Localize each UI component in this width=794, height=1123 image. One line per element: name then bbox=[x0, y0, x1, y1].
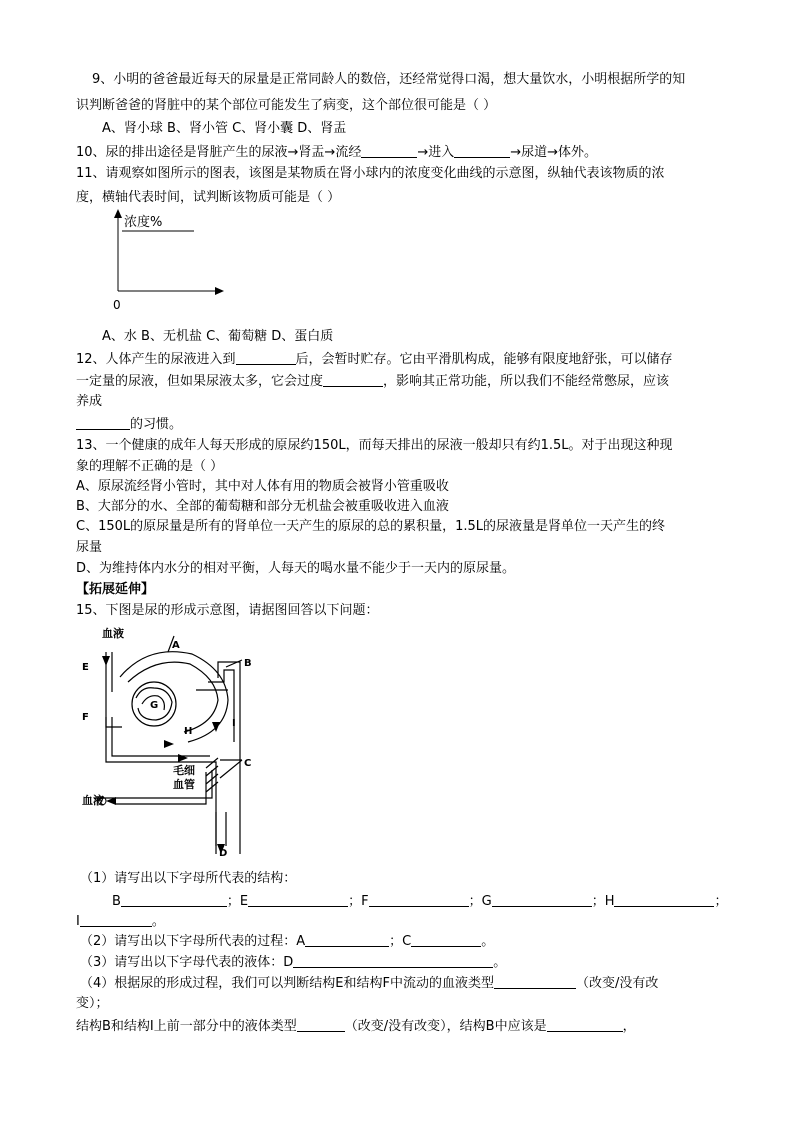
q12-blank3[interactable] bbox=[76, 416, 130, 430]
q15-p4-text1a: （4）根据尿的形成过程，我们可以判断结构E和结构F中流动的血液类型 bbox=[80, 976, 494, 991]
q15-p3-text: （3）请写出以下字母代表的液体：D bbox=[80, 955, 294, 970]
q15-p4-text1b: （改变/没有改 bbox=[575, 976, 659, 991]
right-arrow-icon bbox=[178, 754, 188, 762]
q10-text3: →尿道→体外。 bbox=[510, 145, 598, 160]
label-b: B bbox=[244, 658, 252, 669]
label-c: C bbox=[244, 758, 252, 769]
q15-i-end: 。 bbox=[151, 914, 165, 929]
q15-f-label: ；F bbox=[348, 894, 369, 909]
q11-options: A、水 B、无机盐 C、葡萄糖 D、蛋白质 bbox=[102, 329, 334, 344]
q15-i-label: I bbox=[76, 914, 80, 929]
afferent-vessel bbox=[106, 652, 122, 727]
q10-text1: 10、尿的排出途径是肾脏产生的尿液→肾盂→流经 bbox=[76, 145, 362, 160]
graph-y-arrow-icon bbox=[114, 209, 122, 218]
q10 bbox=[76, 144, 597, 161]
q15-a-blank[interactable] bbox=[305, 933, 389, 947]
q12-text2b: ，影响其正常功能，所以我们不能经常憋尿，应该 bbox=[383, 374, 670, 389]
graph-origin: 0 bbox=[113, 298, 121, 312]
q15-p4-blank3[interactable] bbox=[547, 1018, 623, 1032]
q15-c-blank[interactable] bbox=[411, 933, 481, 947]
q15-i-blank[interactable] bbox=[80, 913, 152, 927]
q15-b-blank[interactable] bbox=[121, 893, 227, 907]
q12-line2 bbox=[76, 373, 669, 390]
label-blood-out: 血液 bbox=[82, 794, 104, 807]
q15-part1-row2 bbox=[76, 913, 165, 930]
q12-line3: 养成 bbox=[76, 394, 103, 409]
q12-blank1[interactable] bbox=[236, 351, 296, 365]
q11-line2: 度，横轴代表时间，试判断该物质可能是（ ） bbox=[76, 190, 341, 205]
label-d: D bbox=[219, 848, 228, 859]
urine-formation-diagram bbox=[76, 622, 276, 862]
q15-part3 bbox=[80, 954, 506, 971]
label-f: F bbox=[82, 712, 89, 723]
q12-text1b: 后，会暂时贮存。它由平滑肌构成，能够有限度地舒张，可以储存 bbox=[295, 352, 673, 367]
q13-option-c-line1: C、150L的原尿量是所有的肾单位一天产生的原尿的总的累积量，1.5L的尿液量是肾单位一天产生的终 bbox=[76, 519, 666, 534]
q15-part4-line3 bbox=[76, 1018, 636, 1035]
q12-text4b: 的习惯。 bbox=[130, 417, 183, 432]
q10-text2: →进入 bbox=[417, 145, 455, 160]
q13-line1: 13、一个健康的成年人每天形成的原尿约150L，而每天排出的尿液一般却只有约1.5L。对于出现这种现 bbox=[76, 438, 673, 453]
q15-p2-text-a: （2）请写出以下字母所代表的过程：A bbox=[80, 934, 306, 949]
q15-p2-end: 。 bbox=[481, 934, 495, 949]
q12-line4 bbox=[76, 416, 182, 433]
q15-d-blank[interactable] bbox=[293, 954, 493, 968]
q15-p4-blank2[interactable] bbox=[297, 1018, 345, 1032]
q15-part2 bbox=[80, 933, 494, 950]
q15-intro: 15、下图是尿的形成示意图，请据图回答以下问题： bbox=[76, 603, 379, 618]
q13-option-d: D、为维持体内水分的相对平衡，人每天的喝水量不能少于一天内的原尿量。 bbox=[76, 561, 516, 576]
graph-x-arrow-icon bbox=[215, 287, 224, 295]
q15-p4-text3a: 结构B和结构I上前一部分中的液体类型 bbox=[76, 1019, 297, 1034]
q15-part1-end: ； bbox=[714, 894, 728, 909]
q10-blank2[interactable] bbox=[454, 144, 510, 158]
q15-part1-row bbox=[112, 893, 728, 910]
q15-part4-line2: 变）； bbox=[76, 996, 109, 1011]
label-a: A bbox=[172, 640, 180, 651]
q9-line1: 9、小明的爸爸最近每天的尿量是正常同龄人的数倍，还经常觉得口渴，想大量饮水，小明根据所学的知 bbox=[92, 72, 686, 87]
q12-text2a: 一定量的尿液，但如果尿液太多，它会过度 bbox=[76, 374, 324, 389]
label-g: G bbox=[150, 700, 159, 711]
q15-f-blank[interactable] bbox=[369, 893, 469, 907]
q12-blank2[interactable] bbox=[323, 373, 383, 387]
q15-p3-end: 。 bbox=[493, 955, 507, 970]
label-h: H bbox=[184, 726, 193, 737]
q13-option-a: A、原尿流经肾小管时，其中对人体有用的物质会被肾小管重吸收 bbox=[76, 479, 449, 494]
down-arrow-icon bbox=[102, 656, 110, 666]
q15-h-blank[interactable] bbox=[614, 893, 714, 907]
label-e: E bbox=[82, 662, 89, 673]
q10-blank1[interactable] bbox=[361, 144, 417, 158]
q15-e-blank[interactable] bbox=[248, 893, 348, 907]
q15-e-label: ；E bbox=[226, 894, 249, 909]
q15-part4-line1 bbox=[80, 975, 658, 992]
graph-y-label: 浓度% bbox=[124, 215, 163, 230]
q9-line2: 识判断爸爸的肾脏中的某个部位可能发生了病变，这个部位很可能是（ ） bbox=[76, 98, 497, 113]
section-title: 【拓展延伸】 bbox=[76, 582, 155, 597]
q15-p4-blank1[interactable] bbox=[494, 975, 576, 989]
q13-line2: 象的理解不正确的是（ ） bbox=[76, 459, 224, 474]
label-capillary-2: 血管 bbox=[173, 778, 195, 791]
q13-option-c-line2: 尿量 bbox=[76, 540, 103, 555]
q11-line1: 11、请观察如图所示的图表，该图是某物质在肾小球内的浓度变化曲线的示意图，纵轴代表该物质的浓 bbox=[76, 166, 665, 181]
q15-part1-title: （1）请写出以下字母所代表的结构： bbox=[80, 871, 297, 886]
q15-b-label: B bbox=[112, 894, 121, 909]
label-i: I bbox=[232, 718, 236, 729]
q15-p4-text3c: ， bbox=[622, 1019, 636, 1034]
concentration-graph bbox=[100, 205, 240, 315]
q15-p4-text3b: （改变/没有改变），结构B中应该是 bbox=[344, 1019, 547, 1034]
q12-line1 bbox=[76, 351, 673, 368]
q15-p2-text-c: ；C bbox=[389, 934, 412, 949]
renal-tubule bbox=[218, 662, 240, 854]
right-arrow-icon bbox=[164, 740, 174, 748]
q13-option-b: B、大部分的水、全部的葡萄糖和部分无机盐会被重吸收进入血液 bbox=[76, 499, 449, 514]
q15-g-label: ；G bbox=[468, 894, 492, 909]
q15-h-label: ；H bbox=[591, 894, 615, 909]
q15-g-blank[interactable] bbox=[492, 893, 592, 907]
q9-options: A、肾小球 B、肾小管 C、肾小囊 D、肾盂 bbox=[102, 121, 347, 136]
label-blood-in: 血液 bbox=[102, 627, 124, 640]
label-capillary-1: 毛细 bbox=[173, 764, 195, 777]
q12-text1a: 12、人体产生的尿液进入到 bbox=[76, 352, 236, 367]
